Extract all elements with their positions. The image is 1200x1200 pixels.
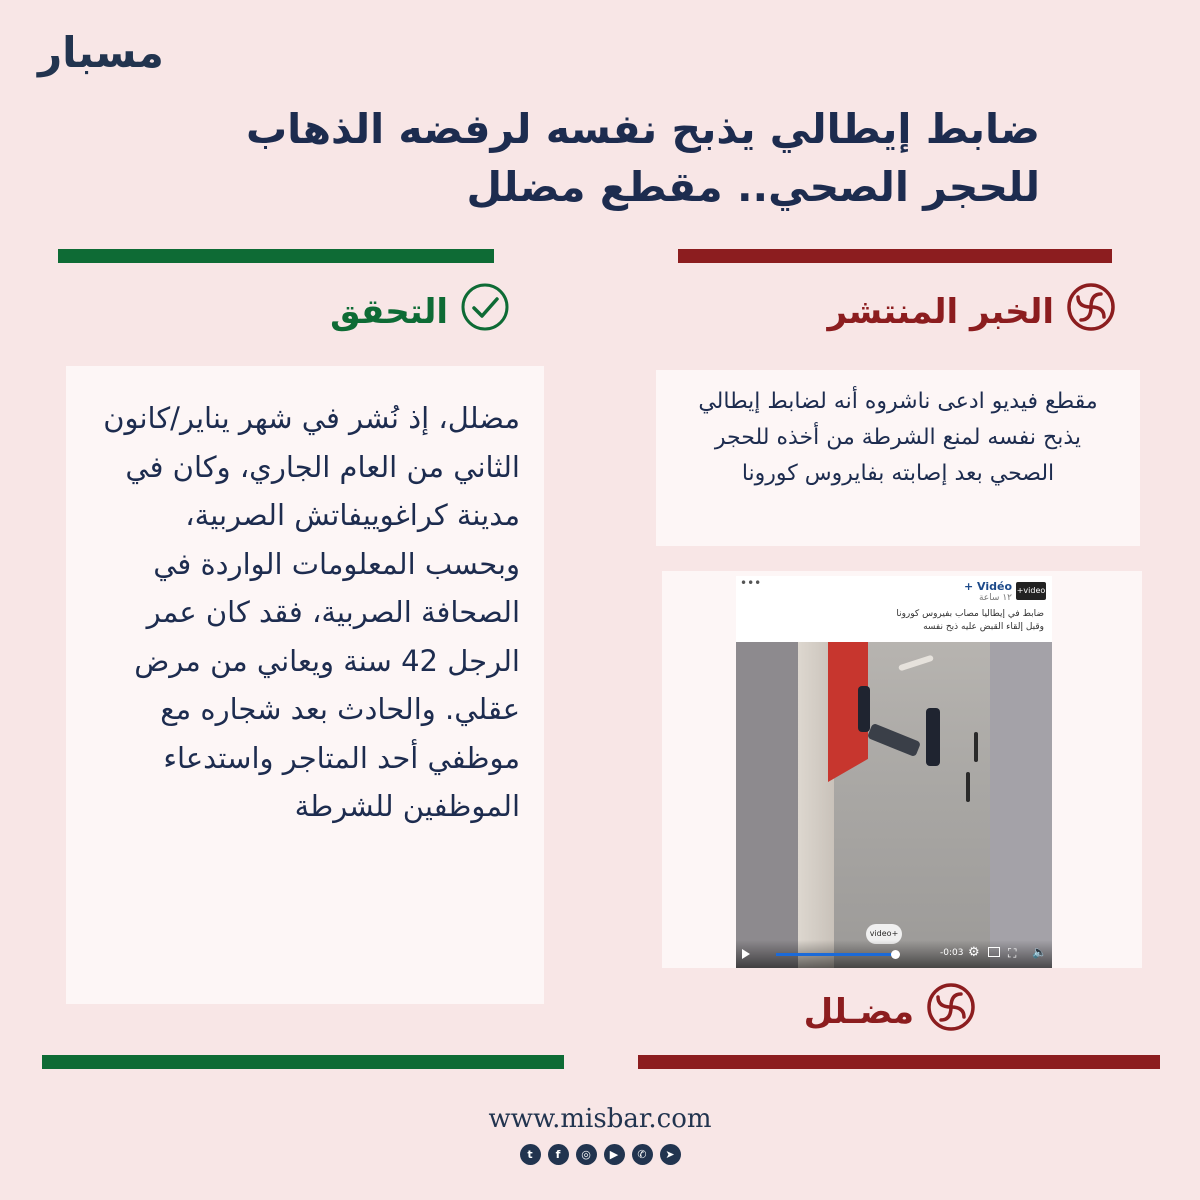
- standing-figure-1: [858, 686, 870, 732]
- standing-figure-2: [926, 708, 940, 766]
- green-divider-top: [58, 249, 494, 263]
- misbar-logo: مسبار: [38, 28, 164, 77]
- misbar-swirl-icon: [926, 982, 976, 1041]
- post-author: Vidéo +: [963, 580, 1012, 593]
- red-divider-top: [678, 249, 1112, 263]
- facebook-icon[interactable]: f: [548, 1144, 569, 1165]
- verification-text-box: [66, 366, 544, 1004]
- time-remaining: -0:03: [940, 948, 964, 958]
- green-divider-bottom: [42, 1055, 564, 1069]
- post-caption: [744, 608, 1044, 634]
- bollard: [898, 655, 934, 672]
- claim-heading: [806, 282, 1116, 341]
- red-divider-bottom: [638, 1055, 1160, 1069]
- youtube-icon[interactable]: ▶: [604, 1144, 625, 1165]
- headline-line-1: ضابط إيطالي يذبح نفسه لرفضه الذهاب: [245, 105, 1040, 153]
- misbar-swirl-icon: [1066, 282, 1116, 341]
- claim-text-box: [656, 370, 1140, 546]
- more-options-icon: •••: [740, 576, 762, 590]
- video-player[interactable]: [736, 642, 1052, 968]
- instagram-icon[interactable]: ◎: [576, 1144, 597, 1165]
- lying-figure: [867, 723, 921, 757]
- play-icon[interactable]: [742, 949, 750, 959]
- post-pole-2: [966, 772, 970, 802]
- post-avatar: video+: [1016, 582, 1046, 600]
- website-url[interactable]: www.misbar.com: [488, 1104, 712, 1134]
- claim-text: مقطع فيديو ادعى ناشروه أنه لضابط إيطالي يذبح نفسه لمنع الشرطة من أخذه للحجر الصحي بعد إصابته بفايروس كورونا: [698, 389, 1098, 486]
- volume-icon[interactable]: 🔈: [1032, 945, 1047, 959]
- video-frame: [798, 642, 990, 968]
- verification-text: مضلل، إذ نُشر في شهر يناير/كانون الثاني من العام الجاري، وكان في مدينة كراغوييفاتش الصربية، وبحسب المعلومات الواردة في الصحافة الصربية، فقد كان عمر الرجل 42 سنة ويعاني من مرض عقلي. والحادث بعد شجاره مع موظفي أحد المتاجر واستدعاء الموظفين للشرطة: [103, 401, 520, 823]
- fullscreen-icon[interactable]: ⛶: [1008, 946, 1017, 960]
- verification-heading: [300, 282, 510, 341]
- post-caption-line-2: وقبل إلقاء القبض عليه ذبح نفسه: [923, 622, 1044, 632]
- headline: [150, 100, 1040, 216]
- claim-heading-text: الخبر المنتشر: [827, 291, 1054, 332]
- headline-line-2: للحجر الصحي.. مقطع مضلل: [466, 163, 1040, 211]
- video-post-screenshot: [736, 576, 1052, 968]
- progress-knob[interactable]: [891, 950, 900, 959]
- video-blur-right: [990, 642, 1052, 968]
- video-blur-left: [736, 642, 798, 968]
- post-time: ١٢ ساعة: [978, 593, 1012, 603]
- gear-icon[interactable]: ⚙: [968, 945, 980, 960]
- video-controls: [736, 940, 1052, 968]
- post-caption-line-1: ضابط في إيطاليا مصاب بفيروس كورونا: [896, 609, 1044, 619]
- picture-in-picture-icon[interactable]: [988, 947, 1000, 957]
- post-header: [736, 576, 1052, 640]
- progress-bar[interactable]: [776, 953, 895, 956]
- telegram-icon[interactable]: ➤: [660, 1144, 681, 1165]
- check-circle-icon: [460, 282, 510, 341]
- verdict: [764, 982, 976, 1041]
- whatsapp-icon[interactable]: ✆: [632, 1144, 653, 1165]
- post-pole-1: [974, 732, 978, 762]
- twitter-icon[interactable]: t: [520, 1144, 541, 1165]
- verdict-label: مضـلل: [803, 991, 914, 1032]
- social-icons: [0, 1144, 1200, 1165]
- verification-heading-text: التحقق: [330, 291, 448, 332]
- video-watermark: video+: [866, 924, 902, 944]
